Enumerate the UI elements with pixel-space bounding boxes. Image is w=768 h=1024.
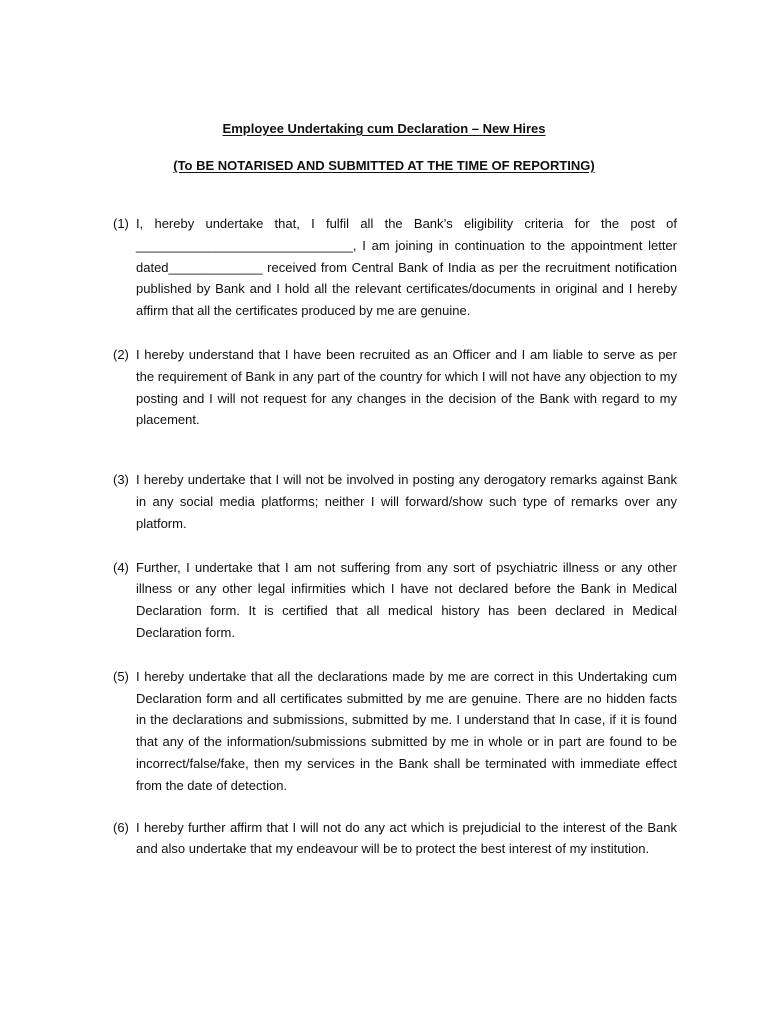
clause-6: [113, 817, 677, 861]
clause-number: (2): [113, 346, 129, 362]
clause-number: (3): [113, 472, 129, 488]
clause-number: (5): [113, 668, 129, 684]
clause-5: [113, 666, 677, 797]
clause-number: (4): [113, 559, 129, 575]
clause-1: [113, 213, 677, 322]
clause-2: [113, 344, 677, 431]
clause-4: [113, 557, 677, 644]
document-title: Employee Undertaking cum Declaration – New Hires: [222, 121, 546, 136]
clause-text: I hereby undertake that I will not be involved in posting any derogatory remarks against Bank in any social media platforms; neither I will forward/show such type of remarks over any platform.: [136, 472, 677, 531]
clause-text: Further, I undertake that I am not suffering from any sort of psychiatric illness or any other illness or any other legal infirmities which I have not declared before the Bank in Medical Declaration form. It is certified that all medical history has been declared in Medical Declaration form.: [136, 559, 677, 640]
clause-3: [113, 469, 677, 534]
clause-text: I, hereby undertake that, I fulfil all the Bank’s eligibility criteria for the post of ______________________________, I am joining in continuation to the appointment letter dated_____________ received from Central Bank of India as per the recruitment notification published by Bank and I hold all the relevant certificates/documents in original and I hereby affirm that all the certificates produced by me are genuine.: [136, 216, 677, 319]
document-subtitle: (To BE NOTARISED AND SUBMITTED AT THE TIME OF REPORTING): [173, 158, 595, 173]
clause-text: I hereby further affirm that I will not do any act which is prejudicial to the interest of the Bank and also undertake that my endeavour will be to protect the best interest of my institution.: [136, 819, 677, 857]
clause-number: (1): [113, 216, 129, 231]
clause-text: I hereby undertake that all the declarations made by me are correct in this Undertaking cum Declaration form and all certificates submitted by me are genuine. There are no hidden facts in the declarations and submissions, submitted by me. I understand that In case, if it is found that any of the information/submissions submitted by me in whole or in part are found to be incorrect/false/fake, then my services in the Bank shall be terminated with immediate effect from the date of detection.: [136, 668, 677, 793]
clause-number: (6): [113, 819, 129, 835]
clause-text: I hereby understand that I have been recruited as an Officer and I am liable to serve as per the requirement of Bank in any part of the country for which I will not have any objection to my posting and I will not request for any changes in the decision of the Bank with regard to my placement.: [136, 346, 677, 428]
clause-list: [113, 213, 677, 860]
